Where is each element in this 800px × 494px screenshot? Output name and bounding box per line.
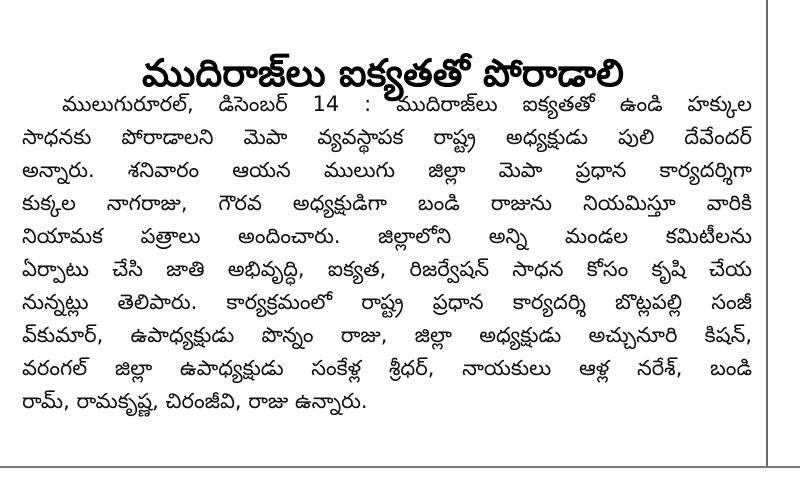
article-body-line: ములుగురూరల్, డిసెంబర్ 14 : ముదిరాజ్‌లు ఐక్యతతో ఉండి హక్కుల (62, 92, 752, 116)
article-body (22, 88, 752, 418)
article-body-line: వ్‌కుమార్, ఉపాధ్యక్షుడు పొన్నం రాజు, జిల్లా అధ్యక్షుడు అచ్చునూరి కిషన్, (22, 323, 752, 347)
article-body-line: ఏర్పాటు చేసి జాతి అభివృద్ధి, ఐక్యత, రిజర్వేషన్ సాధన కోసం కృషి చేయ (22, 257, 752, 281)
column-divider (766, 0, 768, 468)
article-body-line: నున్నట్లు తెలిపారు. కార్యక్రమంలో రాష్ట్ర ప్రధాన కార్యదర్శి బొట్లపల్లి సంజీ (22, 290, 752, 314)
article-body-line: రామ్, రామకృష్ణ, చిరంజీవి, రాజు ఉన్నారు. (22, 389, 368, 413)
article-body-line: నియామక పత్రాలు అందించారు. జిల్లాలోని అన్ని మండల కమిటీలను (22, 224, 752, 248)
article-body-line: సాధనకు పోరాడాలని మెపా వ్యవస్థాపక రాష్ట్ర అధ్యక్షుడు పులి దేవేందర్ (22, 125, 752, 149)
article-body-line: వరంగల్ జిల్లా ఉపాధ్యక్షుడు సంకేళ్ల శ్రీధర్, నాయకులు ఆళ్ల నరేశ్, బండి (22, 356, 752, 380)
article-headline: ముదిరాజ్‌లు ఐక్యతతో పోరాడాలి (142, 51, 624, 96)
article-body-line: అన్నారు. శనివారం ఆయన ములుగు జిల్లా మెపా ప్రధాన కార్యదర్శిగా (22, 158, 752, 182)
previous-article-clipped-text (0, 0, 766, 10)
article-body-line: కుక్కల నాగరాజు, గౌరవ అధ్యక్షుడిగా బండి రాజును నియమిస్తూ వారికి (22, 191, 752, 215)
bottom-divider (0, 466, 800, 468)
